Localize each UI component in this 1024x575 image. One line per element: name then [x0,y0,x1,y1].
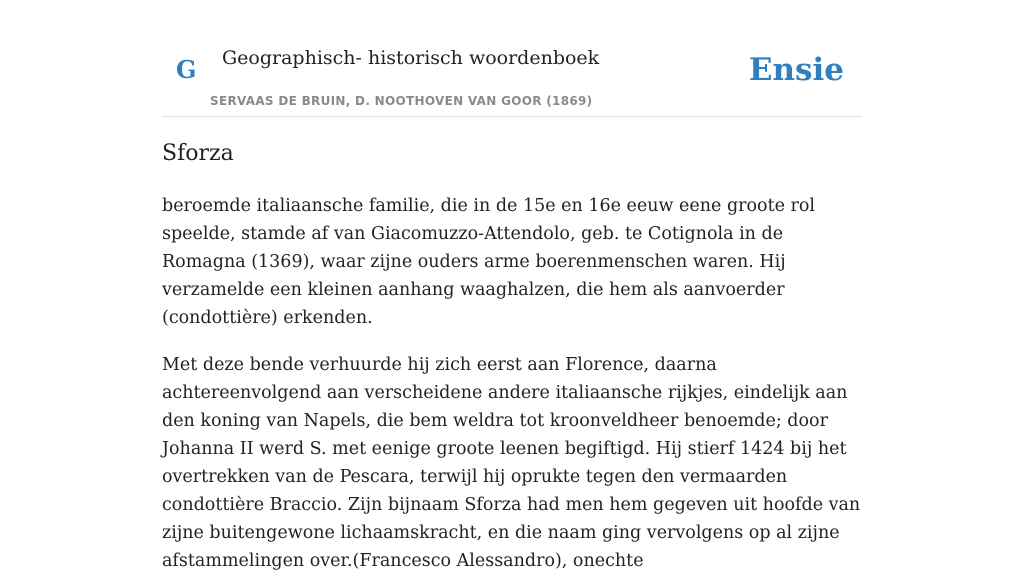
source-title-link[interactable]: Geographisch- historisch woordenboek [222,47,600,69]
source-badge[interactable]: G [176,55,197,84]
ensie-logo-link[interactable]: Ensie [748,52,844,88]
article [162,136,872,575]
article-paragraph: beroemde italiaansche familie, die in de 15e en 16e eeuw eene groote rol speelde, stamde af van Giacomuzzo-Attendolo, geb. te Cotignola in de Romagna (1369), waar zijne ouders arme boerenmenschen waren. Hij verzamelde een kleinen aanhang waaghalzen, die hem als aanvoerder (condottière) erkenden. [162,196,816,328]
source-authors: SERVAAS DE BRUIN, D. NOOTHOVEN VAN GOOR (1869) [210,94,593,108]
source-header [162,0,862,117]
article-paragraph: Met deze bende verhuurde hij zich eerst aan Florence, daarna achtereenvolgend aan verscheidene andere italiaansche rijkjes, eindelijk aan den koning van Napels, die bem weldra tot kroonveldheer benoemde; door Johanna II werd S. met eenige groote leenen begiftigd. Hij stierf 1424 bij het overtrekken van de Pescara, terwijl hij oprukte tegen den vermaarden condottière Braccio. Zijn bijnaam Sforza had men hem gegeven uit hoofde van zijne buitengewone lichaamskracht, en die naam ging vervolgens op al zijne afstammelingen over.(Francesco Alessandro), onechte [162,355,861,571]
entry-title: Sforza [162,141,234,166]
